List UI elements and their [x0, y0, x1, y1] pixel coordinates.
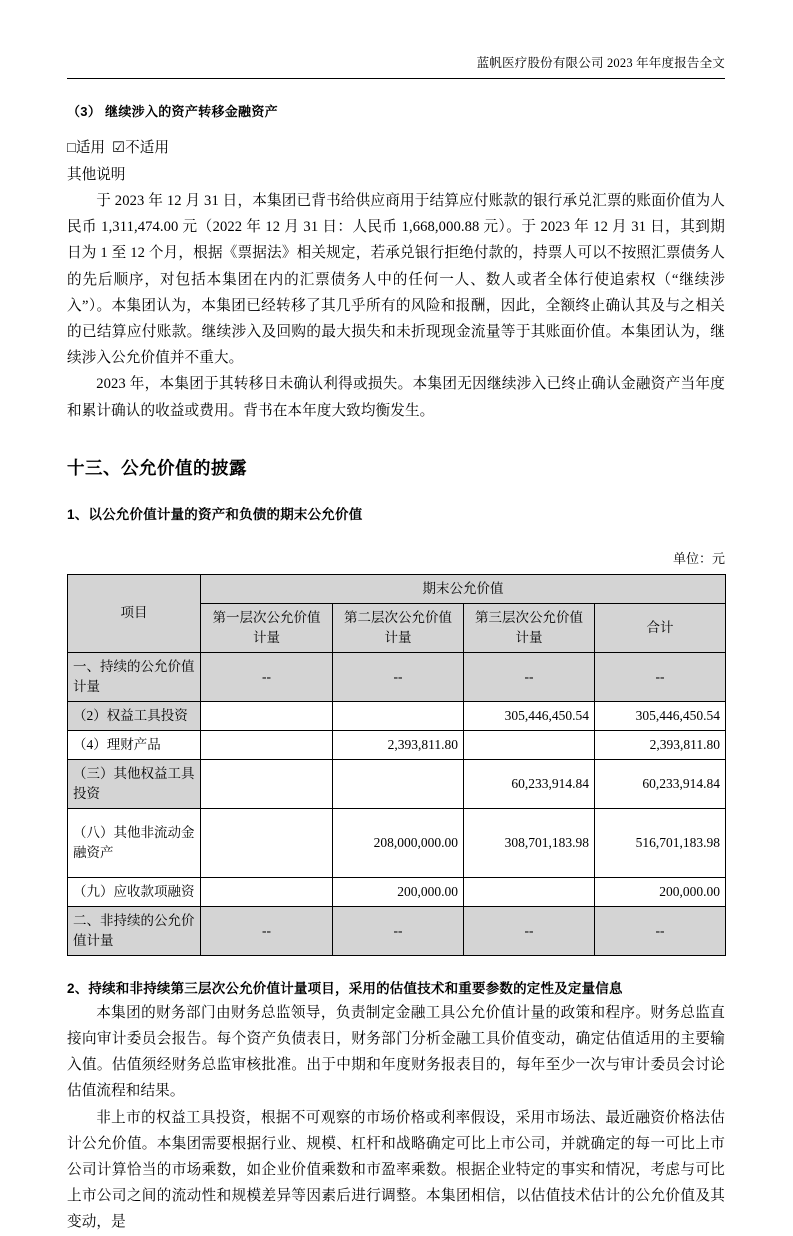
- subsection-heading-3: （3） 继续涉入的资产转移金融资产: [67, 104, 278, 119]
- row-value-level-1: --: [201, 906, 333, 955]
- paragraph-unlisted-equity: 非上市的权益工具投资，根据不可观察的市场价格或利率假设，采用市场法、最近融资价格法估计公允价值。本集团需要根据行业、规模、杠杆和战略确定可比上市公司，并就确定的每一可比上市公司计算恰当的市场乘数，如企业价值乘数和市盈率乘数。根据企业特定的事实和情况，考虑与可比上市公司之间的流动性和规模差异等因素后进行调整。本集团相信，以估值技术估计的公允价值及其变动，是: [67, 1109, 725, 1231]
- applicability-line: [67, 136, 725, 161]
- fair-value-table: [67, 574, 726, 956]
- row-value-level-1: --: [201, 652, 333, 701]
- row-value-total: 516,701,183.98: [595, 808, 726, 877]
- section-heading-fair-value-disclosure: 十三、公允价值的披露: [67, 457, 247, 478]
- running-header: 蓝帆医疗股份有限公司 2023 年年度报告全文: [476, 56, 725, 70]
- header-divider: [67, 78, 725, 79]
- applicable-label: 适用: [75, 140, 106, 156]
- row-item-label: 二、非持续的公允价值计量: [68, 906, 201, 955]
- table-row: [68, 759, 726, 808]
- row-item-label: （九）应收款项融资: [68, 877, 201, 906]
- table-row: [68, 701, 726, 730]
- row-item-label: （八）其他非流动金融资产: [68, 808, 201, 877]
- row-item-label: （2）权益工具投资: [68, 701, 201, 730]
- table-header-item: 项目: [68, 574, 201, 652]
- row-item-label: 一、持续的公允价值计量: [68, 652, 201, 701]
- row-item-label: （4）理财产品: [68, 730, 201, 759]
- row-value-level-3: [464, 877, 595, 906]
- row-value-level-3: [464, 730, 595, 759]
- row-value-total: --: [595, 652, 726, 701]
- unit-label: 单位：元: [672, 550, 725, 566]
- table-header-group: 期末公允价值: [201, 574, 726, 603]
- row-value-level-2: [333, 759, 464, 808]
- row-value-level-3: 60,233,914.84: [464, 759, 595, 808]
- table-row: [68, 652, 726, 701]
- row-value-level-2: [333, 701, 464, 730]
- other-note-label: 其他说明: [67, 167, 126, 183]
- row-value-level-3: 308,701,183.98: [464, 808, 595, 877]
- row-value-total: 305,446,450.54: [595, 701, 726, 730]
- row-value-level-1: [201, 808, 333, 877]
- row-value-level-1: [201, 877, 333, 906]
- not-applicable-label: 不适用: [125, 140, 169, 156]
- row-value-total: 60,233,914.84: [595, 759, 726, 808]
- row-value-total: 200,000.00: [595, 877, 726, 906]
- paragraph-endorsed-notes: 于 2023 年 12 月 31 日，本集团已背书给供应商用于结算应付账款的银行承兑汇票的账面价值为人民币 1,311,474.00 元（2022 年 12 月 31 日：人民币 1,668,000.88 元）。于 2023 年 12 月 31 日，其到期日为 1 至 12 个月，根据《票据法》相关规定，若承兑银行拒绝付款的，持票人可以不按照汇票债务人的先后顺序，对包括本集团在内的汇票债务人中的任何一人、数人或者全体行使追索权（“继续涉入”）。本集团认为，本集团已经转移了其几乎所有的风险和报酬，因此，全额终止确认其及与之相关的已结算应付账款。继续涉入及回购的最大损失和未折现现金流量等于其账面价值。本集团认为，继续涉入公允价值并不重大。: [67, 193, 725, 367]
- row-value-level-1: [201, 759, 333, 808]
- row-value-total: --: [595, 906, 726, 955]
- table-row: [68, 730, 726, 759]
- row-value-level-2: 208,000,000.00: [333, 808, 464, 877]
- table-header-row-1: [68, 574, 726, 603]
- row-value-level-2: 200,000.00: [333, 877, 464, 906]
- row-value-level-3: --: [464, 652, 595, 701]
- row-value-level-1: [201, 701, 333, 730]
- row-value-total: 2,393,811.80: [595, 730, 726, 759]
- table-row: [68, 877, 726, 906]
- row-value-level-2: --: [333, 906, 464, 955]
- heading-valuation-technique-info: 2、持续和非持续第三层次公允价值计量项目，采用的估值技术和重要参数的定性及定量信息: [67, 980, 623, 996]
- row-value-level-3: --: [464, 906, 595, 955]
- table-row: [68, 808, 726, 877]
- not-applicable-empty-checkbox-icon[interactable]: □: [67, 140, 76, 156]
- paragraph-transfer-gain-loss: 2023 年，本集团于其转移日未确认利得或损失。本集团无因继续涉入已终止确认金融资产当年度和累计确认的收益或费用。背书在本年度大致均衡发生。: [67, 376, 725, 419]
- row-item-label: （三）其他权益工具投资: [68, 759, 201, 808]
- table-header-level-3: 第三层次公允价值计量: [464, 603, 595, 652]
- document-content: [67, 92, 725, 1236]
- paragraph-finance-department: 本集团的财务部门由财务总监领导，负责制定金融工具公允价值计量的政策和程序。财务总监直接向审计委员会报告。每个资产负债表日，财务部门分析金融工具价值变动，确定估值适用的主要输入值。估值须经财务总监审核批准。出于中期和年度财务报表目的，每年至少一次与审计委员会讨论估值流程和结果。: [67, 1004, 725, 1100]
- table-header-level-2: 第二层次公允价值计量: [333, 603, 464, 652]
- table-header-total: 合计: [595, 603, 726, 652]
- heading-fair-value-measured-assets: 1、以公允价值计量的资产和负债的期末公允价值: [67, 506, 363, 522]
- table-header-level-1: 第一层次公允价值计量: [201, 603, 333, 652]
- row-value-level-2: 2,393,811.80: [333, 730, 464, 759]
- row-value-level-3: 305,446,450.54: [464, 701, 595, 730]
- row-value-level-2: --: [333, 652, 464, 701]
- checked-checkbox-icon[interactable]: ☑: [112, 140, 126, 156]
- row-value-level-1: [201, 730, 333, 759]
- table-row: [68, 906, 726, 955]
